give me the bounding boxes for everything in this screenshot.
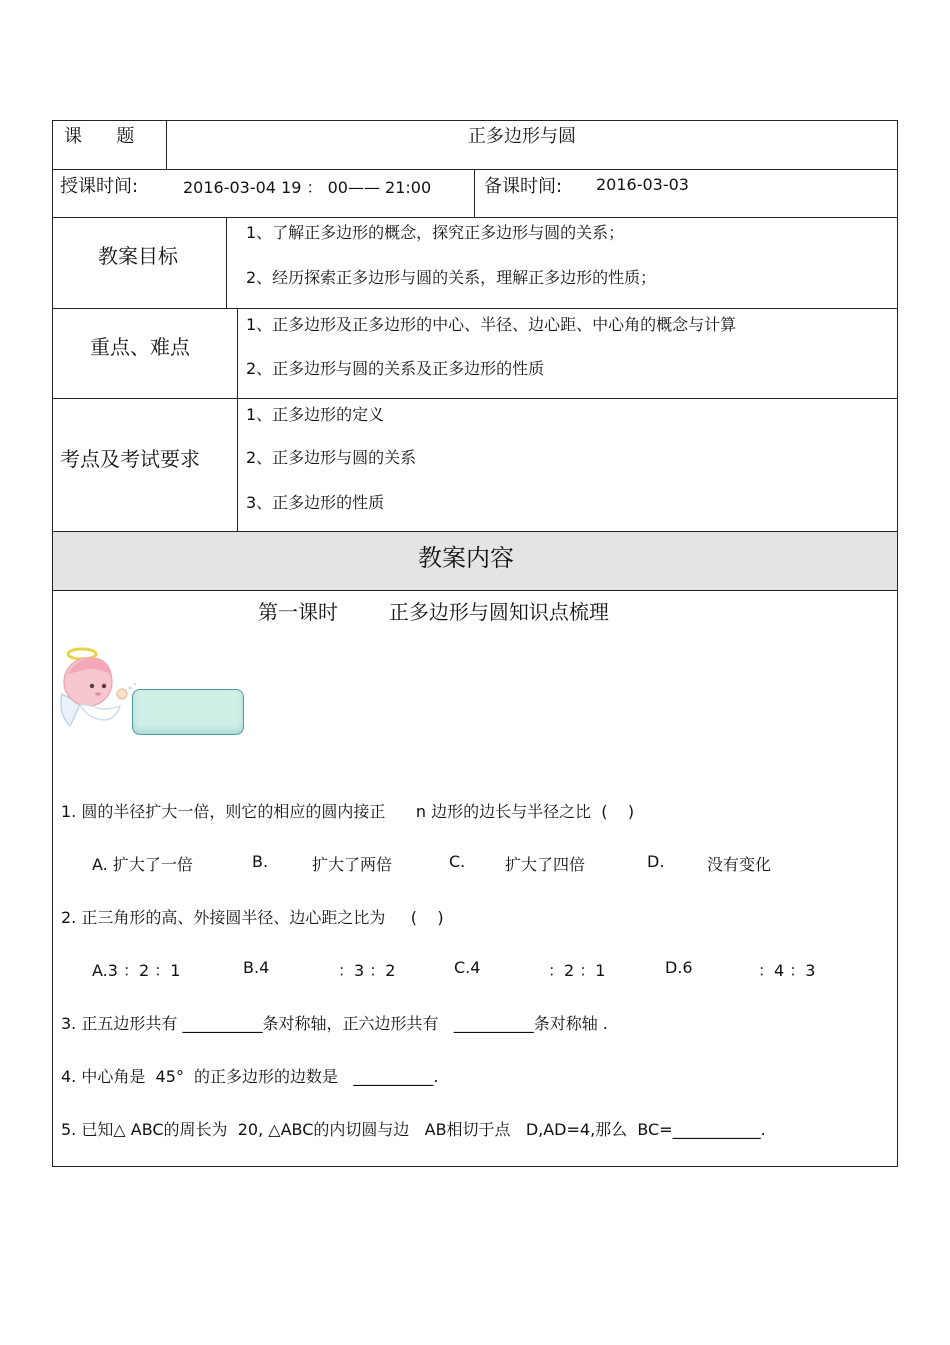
q1-option-c-text: 扩大了四倍 <box>505 855 586 874</box>
key-point-item: 1、正多边形及正多边形的中心、半径、边心距、中心角的概念与计算 <box>246 315 737 334</box>
q1-option-b: B. <box>252 852 269 871</box>
key-points-label: 重点、难点 <box>90 335 190 359</box>
q2-option-d-text: ：4 ：3 <box>758 961 816 980</box>
objective-item: 2、经历探索正多边形与圆的关系，理解正多边形的性质； <box>246 268 657 287</box>
q2-option-c-text: ：2 ：1 <box>548 961 606 980</box>
section-title: 教案内容 <box>418 544 514 572</box>
q2-option-b: B.4 <box>243 958 270 977</box>
angel-mascot-icon <box>58 644 142 734</box>
key-point-item: 2、正多边形与圆的关系及正多边形的性质 <box>246 359 545 378</box>
q2-option-c: C.4 <box>454 958 481 977</box>
q1-option-b-text: 扩大了两倍 <box>312 855 393 874</box>
q1-option-c: C. <box>449 852 466 871</box>
q1-option-d: D. <box>647 852 665 871</box>
q2-option-d: D.6 <box>665 958 693 977</box>
exam-item: 2、正多边形与圆的关系 <box>246 448 417 467</box>
exam-item: 3、正多边形的性质 <box>246 493 385 512</box>
exam-label: 考点及考试要求 <box>60 447 200 471</box>
prep-time-value: 2016-03-03 <box>596 175 689 194</box>
question-5: 5. 已知△ ABC的周长为 20, △ABC的内切圆与边 AB相切于点 D,AD=4,那么 BC=___________. <box>61 1120 766 1139</box>
q2-option-a: A.3 ：2 ：1 <box>92 961 181 980</box>
q1-option-d-text: 没有变化 <box>707 855 772 874</box>
objective-item: 1、了解正多边形的概念，探究正多边形与圆的关系； <box>246 223 625 242</box>
topic-label: 课 题 <box>64 126 135 147</box>
teach-time-label: 授课时间: <box>60 176 139 197</box>
objectives-label: 教案目标 <box>98 244 178 268</box>
exam-item: 1、正多边形的定义 <box>246 405 385 424</box>
knowledge-badge <box>132 689 244 735</box>
lesson-title: 第一课时 正多边形与圆知识点梳理 <box>258 600 609 624</box>
question-3: 3. 正五边形共有 __________条对称轴，正六边形共有 __________条对称轴 . <box>61 1014 608 1033</box>
topic-value: 正多边形与圆 <box>468 126 576 147</box>
question-1: 1. 圆的半径扩大一倍，则它的相应的圆内接正 n 边形的边长与半径之比 ( ) <box>61 802 635 821</box>
q1-option-a: A. 扩大了一倍 <box>92 855 193 874</box>
q2-option-b-text: ：3 ：2 <box>338 961 396 980</box>
question-2: 2. 正三角形的高、外接圆半径、边心距之比为 ( ) <box>61 908 444 927</box>
prep-time-label: 备课时间: <box>484 176 563 197</box>
teach-time-value: 2016-03-04 19 ： 00—— 21:00 <box>183 178 432 197</box>
question-4: 4. 中心角是 45° 的正多边形的边数是 __________. <box>61 1067 439 1086</box>
